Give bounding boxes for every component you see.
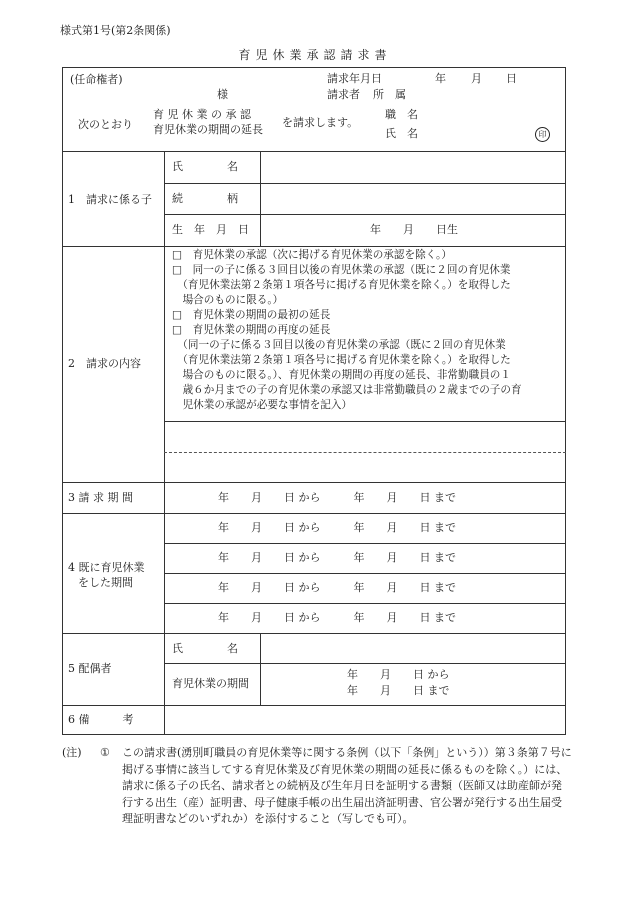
request-option-line[interactable]: □ 育児休業の期間の最初の延長 xyxy=(172,309,331,321)
request-option-line[interactable]: □ 育児休業の承認（次に掲げる育児休業の承認を除く。） xyxy=(172,249,452,261)
child-name-label: 氏 名 xyxy=(172,160,238,173)
past-leave-period: 年 月 日 から 年 月 日 まで xyxy=(218,551,456,564)
past-leave-period: 年 月 日 から 年 月 日 まで xyxy=(218,611,456,624)
spouse-name-label: 氏 名 xyxy=(172,642,238,655)
child-relation-field[interactable] xyxy=(262,185,562,212)
rule-s4-row3 xyxy=(164,603,566,604)
request-option-line: （育児休業法第２条第１項各号に掲げる育児休業を除く。）を取得した xyxy=(172,279,511,291)
rule-s5-bottom xyxy=(62,705,566,706)
document-title: 育児休業承認請求書 xyxy=(238,48,392,62)
section6-label: 6 備 考 xyxy=(68,713,134,726)
request-period: 年 月 日 から 年 月 日 まで xyxy=(218,491,456,504)
request-option-line: 歳６か月までの子の育児休業の承認又は非常勤職員の２歳までの子の育 xyxy=(172,384,522,396)
request-date-day: 日 xyxy=(506,72,517,85)
choice-extension: 育児休業の期間の延長 xyxy=(153,123,263,136)
section2-label: 2 請求の内容 xyxy=(68,357,141,370)
footnote-number: ① xyxy=(100,746,110,759)
rule-s1-row1 xyxy=(164,183,566,184)
rule-s4-row1 xyxy=(164,543,566,544)
request-option-line: 場合のものに限る。） xyxy=(172,294,284,306)
position-label: 職 名 xyxy=(385,108,418,121)
next-as-text: 次のとおり xyxy=(78,118,133,131)
spouse-leave-label: 育児休業の期間 xyxy=(172,677,249,690)
request-date-month: 月 xyxy=(471,72,482,85)
request-date-label: 請求年月日 xyxy=(327,72,382,85)
dept-label: 所 属 xyxy=(373,88,406,101)
choice-approval: 育 児 休 業 の 承 認 xyxy=(153,108,251,121)
past-leave-period: 年 月 日 から 年 月 日 まで xyxy=(218,521,456,534)
rule-s5-inner xyxy=(260,633,261,705)
remarks-field[interactable] xyxy=(166,707,564,733)
request-option-line: （育児休業法第２条第１項各号に掲げる育児休業を除く。）を取得した xyxy=(172,354,511,366)
appointer-label: (任命権者) xyxy=(70,73,123,86)
request-option-line: 場合のものに限る。）、育児休業の期間の再度の延長、非常勤職員の１ xyxy=(172,369,511,381)
request-date-year: 年 xyxy=(435,72,446,85)
rule-s4-bottom xyxy=(62,633,566,634)
requester-name-label: 氏 名 xyxy=(385,127,418,140)
request-option-line: （同一の子に係る３回目以後の育児休業の承認（既に２回の育児休業 xyxy=(172,339,506,351)
request-option-line[interactable]: □ 同一の子に係る３回目以後の育児休業の承認（既に２回の育児休業 xyxy=(172,264,511,276)
footnote-label: (注) xyxy=(62,746,82,759)
rule-s1-inner xyxy=(260,151,261,246)
rule-s1-bottom xyxy=(62,246,566,247)
section4-label-line2: をした期間 xyxy=(78,576,133,589)
rule-s3-bottom xyxy=(62,513,566,514)
child-name-field[interactable] xyxy=(262,153,562,181)
rule-s2-inner xyxy=(164,421,566,422)
rule-header-bottom xyxy=(62,151,566,152)
request-option-line: 児休業の承認が必要な事情を記入） xyxy=(172,399,353,411)
rule-s2-bottom xyxy=(62,482,566,483)
section3-label: 3 請 求 期 間 xyxy=(68,491,133,504)
request-phrase: を請求します。 xyxy=(282,116,359,129)
reason-field[interactable] xyxy=(166,423,564,480)
requester-label: 請求者 xyxy=(327,88,360,101)
request-option-line[interactable]: □ 育児休業の期間の再度の延長 xyxy=(172,324,331,336)
spouse-leave-to: 年 月 日 まで xyxy=(347,684,450,697)
spouse-name-field[interactable] xyxy=(262,635,562,661)
section1-label: 1 請求に係る子 xyxy=(68,193,152,206)
rule-label-column xyxy=(164,151,165,735)
section4-label-line1: 4 既に育児休業 xyxy=(68,561,145,574)
form-number: 様式第1号(第2条関係) xyxy=(60,24,171,37)
section5-label: 5 配偶者 xyxy=(68,662,112,675)
rule-s1-row2 xyxy=(164,214,566,215)
child-birth-label: 生 年 月 日 xyxy=(172,223,249,236)
spouse-leave-from: 年 月 日 から xyxy=(347,668,450,681)
past-leave-period: 年 月 日 から 年 月 日 まで xyxy=(218,581,456,594)
rule-s4-row2 xyxy=(164,573,566,574)
child-relation-label: 続 柄 xyxy=(172,192,238,205)
rule-s5-row1 xyxy=(164,663,566,664)
child-birth-value: 年 月 日生 xyxy=(370,223,458,236)
footnote-text: この請求書(湧別町職員の育児休業等に関する条例（以下「条例」という））第３条第７号に掲げる事情に該当してする育児休業及び育児休業の期間の延長に係るものを除く。）には、請求に係る子の氏名、請求者との続柄及び生年月日を証明する書類（医師又は助産師が発行する出生（産）証明書、母子健康手帳の出生届出済証明書、官公署が発行する出生届受理証明書などのいずれか）を添付すること（写しでも可）。 xyxy=(122,746,572,825)
sama-label: 様 xyxy=(217,88,228,101)
seal-mark: 印 xyxy=(535,127,550,142)
